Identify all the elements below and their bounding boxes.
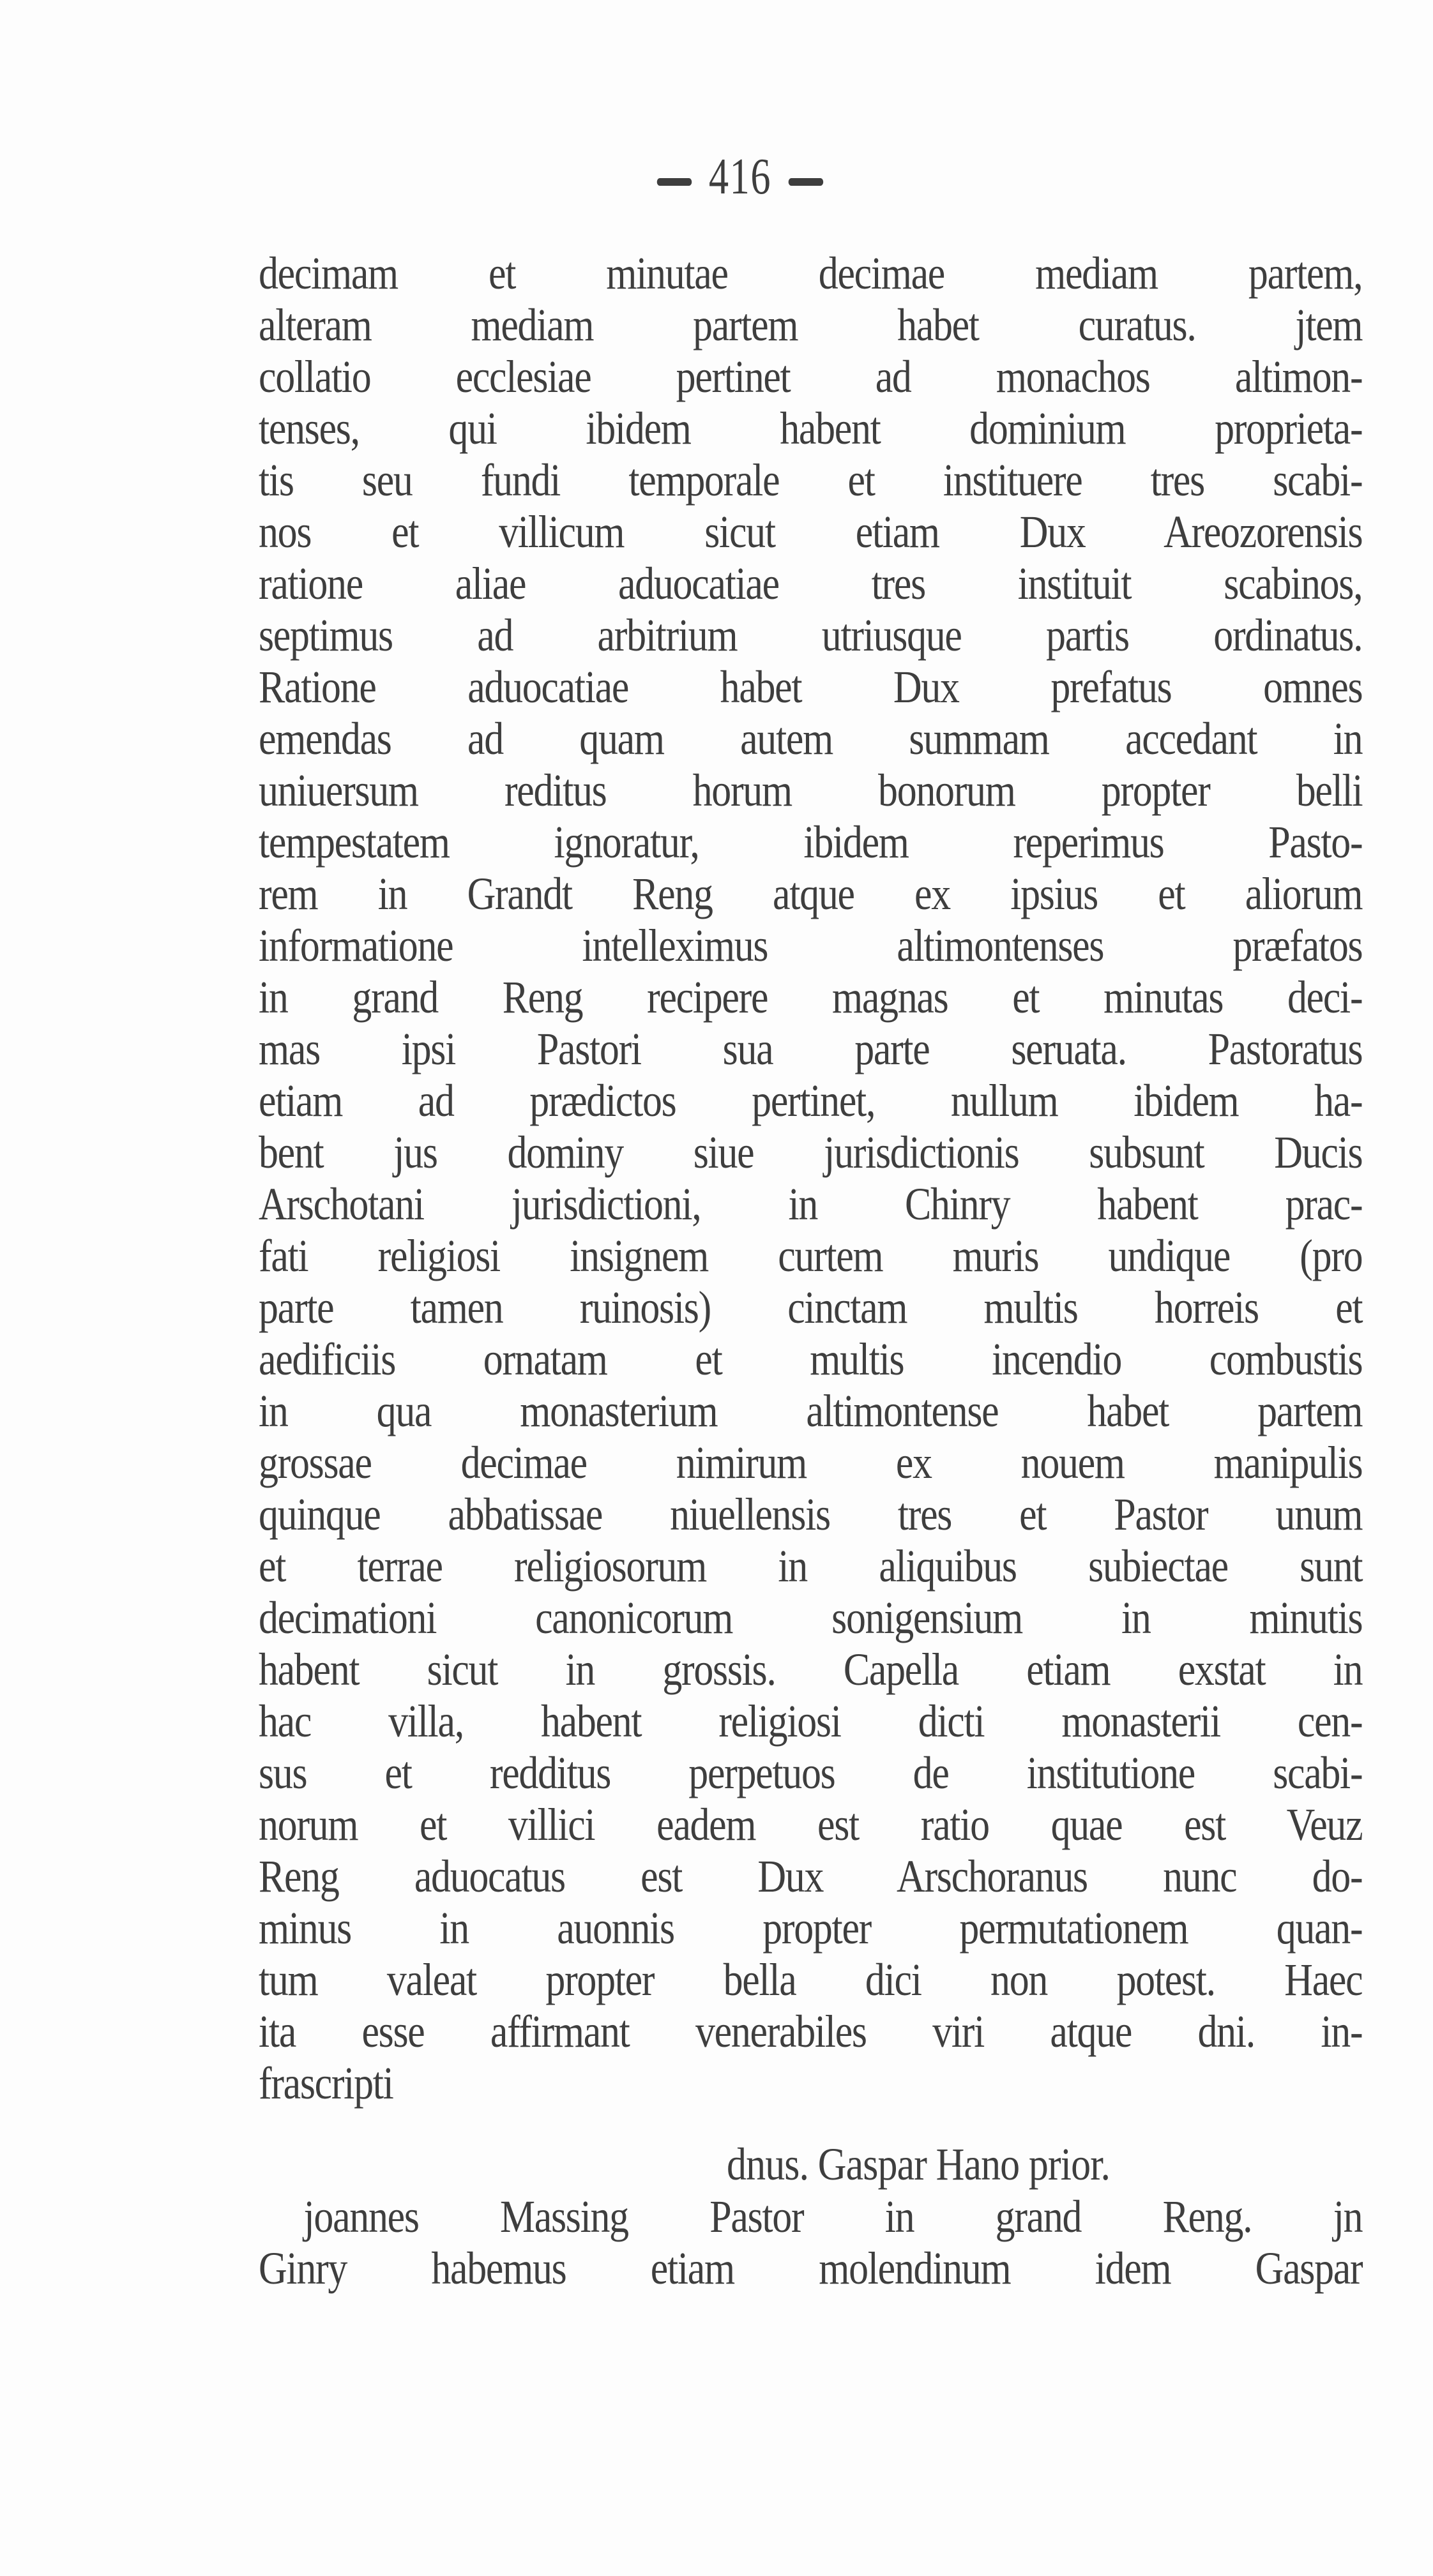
text-line: Ginry habemus etiam molendinum idem Gaspar (259, 2243, 1363, 2294)
page-number-dash-left (657, 178, 692, 186)
page-number (181, 148, 1299, 206)
text-line: aedificiis ornatam et multis incendio combustis (259, 1334, 1363, 1385)
text-line: decimam et minutae decimae mediam partem, (259, 248, 1363, 299)
text-line: parte tamen ruinosis) cinctam multis horreis et (259, 1282, 1363, 1333)
text-line: tum valeat propter bella dici non potest. Haec (259, 1954, 1363, 2005)
text-line: etiam ad prædictos pertinet, nullum ibidem ha- (259, 1075, 1363, 1126)
text-line: septimus ad arbitrium utriusque partis ordinatus. (259, 610, 1363, 661)
signature-line: dnus. Gaspar Hano prior. (727, 2139, 1111, 2190)
text-line: rem in Grandt Reng atque ex ipsius et aliorum (259, 868, 1363, 919)
text-line: et terrae religiosorum in aliquibus subiectae sunt (259, 1540, 1363, 1592)
text-line: bent jus dominy siue jurisdictionis subsunt Ducis (259, 1127, 1363, 1178)
text-line: collatio ecclesiae pertinet ad monachos altimon- (259, 351, 1363, 402)
text-line: alteram mediam partem habet curatus. jtem (259, 299, 1363, 350)
text-line: informatione intelleximus altimontenses præfatos (259, 920, 1363, 971)
text-line: uniuersum reditus horum bonorum propter belli (259, 765, 1363, 816)
page-number-dash-right (789, 178, 824, 186)
text-line: in qua monasterium altimontense habet partem (259, 1385, 1363, 1436)
text-line: Ratione aduocatiae habet Dux prefatus omnes (259, 661, 1363, 712)
text-line: tempestatem ignoratur, ibidem reperimus Pasto- (259, 817, 1363, 868)
text-line: nos et villicum sicut etiam Dux Areozorensis (259, 506, 1363, 557)
text-line: ratione aliae aduocatiae tres instituit scabinos, (259, 558, 1363, 609)
text-line: Arschotani jurisdictioni, in Chinry habent prac- (259, 1179, 1363, 1230)
text-line: minus in auonnis propter permutationem quan- (259, 1902, 1363, 1954)
text-line: grossae decimae nimirum ex nouem manipulis (259, 1437, 1363, 1488)
text-line-last: frascripti (259, 2058, 393, 2109)
text-line: quinque abbatissae niuellensis tres et Pastor unum (259, 1489, 1363, 1540)
text-line: emendas ad quam autem summam accedant in (259, 713, 1363, 764)
text-line: habent sicut in grossis. Capella etiam exstat in (259, 1644, 1363, 1695)
text-line: joannes Massing Pastor in grand Reng. jn (303, 2191, 1363, 2242)
body-text (259, 248, 1362, 2109)
closing-text (259, 2191, 1362, 2294)
text-line: sus et redditus perpetuos de institutione scabi- (259, 1747, 1363, 1798)
page-number-value: 416 (708, 149, 772, 205)
text-line: tenses, qui ibidem habent dominium proprieta- (259, 403, 1363, 454)
text-line: ita esse affirmant venerabiles viri atque dni. in- (259, 2006, 1363, 2057)
text-line: hac villa, habent religiosi dicti monasterii cen- (259, 1696, 1363, 1747)
text-line: in grand Reng recipere magnas et minutas deci- (259, 972, 1363, 1023)
text-line: tis seu fundi temporale et instituere tres scabi- (259, 455, 1363, 506)
text-line: Reng aduocatus est Dux Arschoranus nunc do- (259, 1851, 1363, 1902)
text-line: fati religiosi insignem curtem muris undique (pro (259, 1230, 1363, 1281)
text-line: mas ipsi Pastori sua parte seruata. Pastoratus (259, 1023, 1363, 1074)
text-line: norum et villici eadem est ratio quae est Veuz (259, 1799, 1363, 1850)
text-line: decimationi canonicorum sonigensium in minutis (259, 1592, 1363, 1643)
